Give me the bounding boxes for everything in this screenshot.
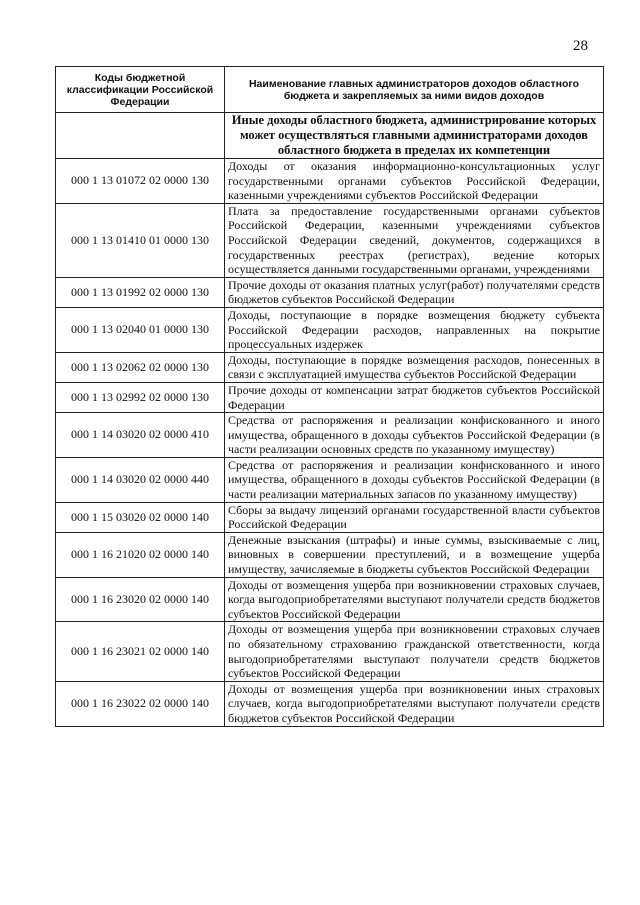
header-name-column: Наименование главных администраторов доходов областного бюджета и закрепляемых за ними видов доходов — [225, 67, 604, 113]
table-row — [56, 681, 604, 726]
income-description: Средства от распоряжения и реализации конфискованного и иного имущества, обращенного в доходы субъектов Российской Федерации (в части реализации материальных запасов по указанному имуществу) — [225, 457, 604, 502]
income-description: Доходы от возмещения ущерба при возникновении страховых случаев по обязательному страхованию гражданской ответственности, когда выгодоприобретателями выступают получатели средств бюджетов субъектов Российской Федерации — [225, 622, 604, 681]
income-description: Прочие доходы от оказания платных услуг(работ) получателями средств бюджетов субъектов Российской Федерации — [225, 277, 604, 307]
income-description: Сборы за выдачу лицензий органами государственной власти субъектов Российской Федерации — [225, 502, 604, 532]
table-row — [56, 577, 604, 622]
income-description: Средства от распоряжения и реализации конфискованного и иного имущества, обращенного в доходы субъектов Российской Федерации (в части реализации основных средств по указанному имуществу) — [225, 413, 604, 458]
budget-code: 000 1 13 02062 02 0000 130 — [56, 352, 225, 382]
table-row — [56, 532, 604, 577]
budget-code: 000 1 16 23020 02 0000 140 — [56, 577, 225, 622]
income-description: Денежные взыскания (штрафы) и иные суммы, взыскиваемые с лиц, виновных в совершении преступлений, и в возмещение ущерба имуществу, зачисляемые в бюджеты субъектов Российской Федерации — [225, 532, 604, 577]
budget-code: 000 1 13 01992 02 0000 130 — [56, 277, 225, 307]
budget-code: 000 1 16 21020 02 0000 140 — [56, 532, 225, 577]
budget-code: 000 1 13 02040 01 0000 130 — [56, 307, 225, 352]
page-number: 28 — [573, 38, 588, 54]
table-row — [56, 502, 604, 532]
income-description: Доходы, поступающие в порядке возмещения расходов, понесенных в связи с эксплуатацией имущества субъектов Российской Федерации — [225, 352, 604, 382]
budget-code: 000 1 13 01072 02 0000 130 — [56, 159, 225, 204]
table-row — [56, 352, 604, 382]
table-row — [56, 277, 604, 307]
table-row — [56, 413, 604, 458]
section-title: Иные доходы областного бюджета, администрирование которых может осуществляться главными администраторами доходов областного бюджета в пределах их компетенции — [225, 113, 604, 159]
table-row — [56, 159, 604, 204]
income-description: Доходы от возмещения ущерба при возникновении иных страховых случаев, когда выгодоприобретателями выступают получатели средств бюджетов субъектов Российской Федерации — [225, 681, 604, 726]
income-description: Доходы, поступающие в порядке возмещения бюджету субъекта Российской Федерации расходов, направленных на покрытие процессуальных издержек — [225, 307, 604, 352]
budget-code: 000 1 13 01410 01 0000 130 — [56, 203, 225, 277]
table-row — [56, 457, 604, 502]
table-row — [56, 622, 604, 681]
budget-code: 000 1 16 23021 02 0000 140 — [56, 622, 225, 681]
budget-code: 000 1 14 03020 02 0000 440 — [56, 457, 225, 502]
table-row — [56, 203, 604, 277]
income-description: Доходы от оказания информационно-консультационных услуг государственными органами субъектов Российской Федерации, казенными учреждениями субъектов Российской Федерации — [225, 159, 604, 204]
budget-code: 000 1 15 03020 02 0000 140 — [56, 502, 225, 532]
table-row — [56, 307, 604, 352]
budget-code: 000 1 13 02992 02 0000 130 — [56, 382, 225, 412]
income-description: Плата за предоставление государственными органами субъектов Российской Федерации, казенными учреждениями субъектов Российской Федерации сведений, документов, содержащихся в государственных реестрах (регистрах), ведение которых осуществляется данными государственными органами, учреждениями — [225, 203, 604, 277]
budget-codes-table — [55, 66, 604, 727]
budget-code: 000 1 16 23022 02 0000 140 — [56, 681, 225, 726]
income-description: Прочие доходы от компенсации затрат бюджетов субъектов Российской Федерации — [225, 382, 604, 412]
section-row — [56, 113, 604, 159]
header-code-column: Коды бюджетной классификации Российской Федерации — [56, 67, 225, 113]
budget-code: 000 1 14 03020 02 0000 410 — [56, 413, 225, 458]
income-description: Доходы от возмещения ущерба при возникновении страховых случаев, когда выгодоприобретателями выступают получатели средств бюджетов субъектов Российской Федерации — [225, 577, 604, 622]
table-row — [56, 382, 604, 412]
section-blank-cell — [56, 113, 225, 159]
table-header-row — [56, 67, 604, 113]
